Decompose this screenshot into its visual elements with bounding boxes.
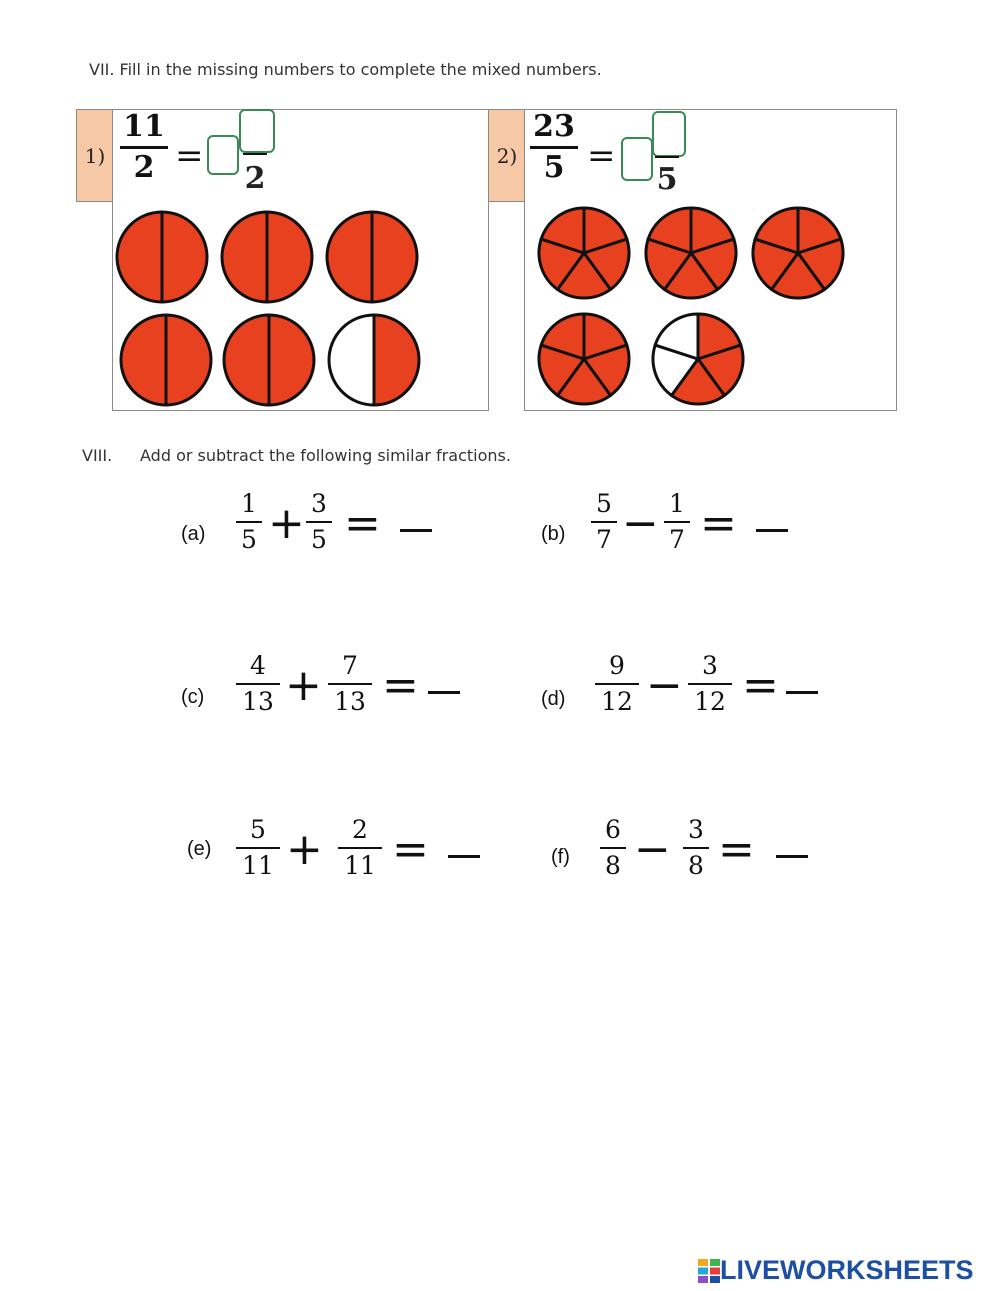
first-denominator: 13 <box>242 687 274 716</box>
problem2-mixed-denominator: 5 <box>656 162 678 197</box>
fraction-bar <box>338 847 382 849</box>
first-fraction <box>591 490 617 554</box>
first-denominator: 7 <box>596 525 612 554</box>
second-numerator: 7 <box>342 651 358 680</box>
problem2-denominator: 5 <box>543 150 565 185</box>
problem1-numerator-input[interactable] <box>239 109 275 153</box>
answer-blank[interactable] <box>786 691 818 694</box>
equation-label: (e) <box>187 838 212 860</box>
answer-blank[interactable] <box>448 855 480 858</box>
problem2-numerator-input[interactable] <box>652 111 686 157</box>
second-numerator: 3 <box>311 489 327 518</box>
fraction-circle <box>653 314 743 404</box>
fraction-circle <box>121 315 211 405</box>
problem1-denominator: 2 <box>133 150 155 185</box>
equals-sign: = <box>742 660 779 711</box>
logo-text: LIVEWORKSHEETS <box>720 1255 974 1285</box>
fraction-bar <box>664 521 690 523</box>
second-fraction <box>688 652 732 716</box>
fraction-circle <box>224 315 314 405</box>
answer-blank[interactable] <box>428 691 460 694</box>
second-numerator: 2 <box>352 815 368 844</box>
problem2-label: 2) <box>496 143 518 168</box>
first-fraction <box>236 490 262 554</box>
shaded-part <box>327 212 372 302</box>
shaded-part <box>374 315 419 405</box>
section7-instruction: VII. Fill in the missing numbers to complete the mixed numbers. <box>89 60 602 79</box>
problem1-tab <box>76 109 114 202</box>
shaded-part <box>224 315 269 405</box>
second-fraction <box>683 816 709 880</box>
liveworksheets-logo <box>698 1255 974 1286</box>
second-denominator: 13 <box>334 687 366 716</box>
first-fraction <box>595 652 639 716</box>
second-denominator: 8 <box>688 851 704 880</box>
answer-blank[interactable] <box>776 855 808 858</box>
fraction-bar <box>306 521 332 523</box>
first-fraction <box>600 816 626 880</box>
section8-numeral: VIII. <box>82 446 113 465</box>
problem1-circle-model <box>112 200 488 410</box>
operator: + <box>268 498 305 549</box>
problem1-equals: = <box>175 136 204 176</box>
first-numerator: 1 <box>241 489 257 518</box>
fraction-bar <box>236 847 280 849</box>
first-denominator: 12 <box>601 687 633 716</box>
problem2-fraction <box>530 110 578 185</box>
second-numerator: 1 <box>669 489 685 518</box>
shaded-part <box>117 212 162 302</box>
logo-icon <box>698 1259 720 1283</box>
second-denominator: 7 <box>669 525 685 554</box>
equation-label: (b) <box>541 523 566 545</box>
first-numerator: 4 <box>250 651 266 680</box>
problem2-whole-input[interactable] <box>621 137 653 181</box>
fraction-circle <box>327 212 417 302</box>
equals-sign: = <box>392 824 429 875</box>
problem1-whole-input[interactable] <box>207 135 239 175</box>
first-numerator: 5 <box>250 815 266 844</box>
equation-label: (c) <box>181 686 205 708</box>
second-denominator: 11 <box>344 851 376 880</box>
equation-label: (f) <box>551 846 570 868</box>
equals-sign: = <box>718 824 755 875</box>
fraction-bar <box>595 683 639 685</box>
problem1-mixed-denominator: 2 <box>244 161 266 196</box>
problem2-equals: = <box>587 136 616 176</box>
problem1-fraction <box>120 110 168 185</box>
fraction-bar <box>236 521 262 523</box>
fraction-bar <box>236 683 280 685</box>
problem2-numerator: 23 <box>533 109 575 144</box>
problem2-tab <box>488 109 526 202</box>
equals-sign: = <box>382 660 419 711</box>
answer-blank[interactable] <box>400 529 432 532</box>
fraction-bar <box>600 847 626 849</box>
equals-sign: = <box>700 498 737 549</box>
first-denominator: 11 <box>242 851 274 880</box>
second-fraction <box>338 816 382 880</box>
operator: − <box>634 824 671 875</box>
fraction-circle <box>222 212 312 302</box>
operator: + <box>285 660 322 711</box>
operator: − <box>622 498 659 549</box>
answer-blank[interactable] <box>756 529 788 532</box>
shaded-part <box>121 315 166 405</box>
second-fraction <box>328 652 372 716</box>
fraction-bar <box>591 521 617 523</box>
first-fraction <box>236 816 280 880</box>
second-fraction <box>664 490 690 554</box>
fraction-bar <box>120 146 168 149</box>
fraction-bar <box>683 847 709 849</box>
second-numerator: 3 <box>688 815 704 844</box>
fraction-circle <box>646 208 736 298</box>
fraction-circle <box>539 314 629 404</box>
problem1-numerator: 11 <box>123 109 165 144</box>
fraction-bar <box>328 683 372 685</box>
shaded-part <box>267 212 312 302</box>
operator: − <box>646 660 683 711</box>
second-denominator: 12 <box>694 687 726 716</box>
second-denominator: 5 <box>311 525 327 554</box>
section8-instruction: Add or subtract the following similar fractions. <box>140 446 511 465</box>
shaded-part <box>166 315 211 405</box>
fraction-bar <box>243 153 267 155</box>
problem1-label: 1) <box>84 143 106 168</box>
fraction-circle <box>117 212 207 302</box>
fraction-bar <box>530 146 578 149</box>
first-denominator: 8 <box>605 851 621 880</box>
second-fraction <box>306 490 332 554</box>
first-numerator: 5 <box>596 489 612 518</box>
shaded-part <box>269 315 314 405</box>
fraction-circle <box>753 208 843 298</box>
problem2-circle-model <box>524 200 896 410</box>
first-fraction <box>236 652 280 716</box>
fraction-bar <box>688 683 732 685</box>
first-numerator: 9 <box>609 651 625 680</box>
equation-label: (d) <box>541 688 566 710</box>
shaded-part <box>372 212 417 302</box>
equals-sign: = <box>344 498 381 549</box>
shaded-part <box>222 212 267 302</box>
operator: + <box>286 824 323 875</box>
fraction-circle <box>329 315 419 405</box>
shaded-part <box>162 212 207 302</box>
second-numerator: 3 <box>702 651 718 680</box>
unshaded-part <box>329 315 374 405</box>
fraction-circle <box>539 208 629 298</box>
fraction-bar <box>655 156 679 158</box>
first-denominator: 5 <box>241 525 257 554</box>
equation-label: (a) <box>181 523 206 545</box>
first-numerator: 6 <box>605 815 621 844</box>
